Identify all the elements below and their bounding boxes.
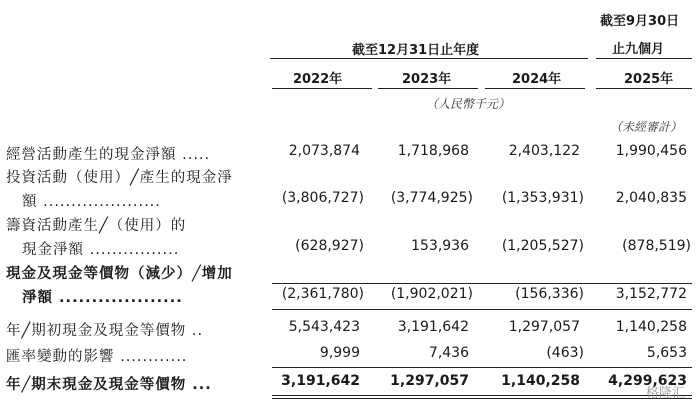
cell-operating-2025: 1,990,456 bbox=[615, 143, 687, 159]
cell-closing-2023: 1,297,057 bbox=[390, 373, 469, 389]
cell-fx-2024: (463) bbox=[546, 345, 584, 361]
cell-opening-2023: 3,191,642 bbox=[397, 319, 469, 335]
cell-closing-2025: 4,299,623 bbox=[608, 373, 687, 389]
total-rule-top bbox=[272, 367, 692, 368]
year-header-2024: 2024年 bbox=[512, 72, 562, 87]
cell-fx-2025: 5,653 bbox=[646, 345, 687, 361]
cell-financing-2025: (878,519) bbox=[622, 238, 691, 254]
row-label-investing-line2: 額 ..................... bbox=[22, 194, 161, 210]
cell-operating-2022: 2,073,874 bbox=[288, 143, 360, 159]
nine-month-header-line1: 截至9月30日 bbox=[600, 14, 680, 29]
year-underline-2023 bbox=[378, 88, 478, 89]
fy-group-underline bbox=[270, 58, 588, 59]
year-underline-2024 bbox=[485, 88, 585, 89]
row-label-net-change-line2: 淨額 ................... bbox=[22, 290, 183, 306]
row-label-opening-cash: 年╱期初現金及現金等價物 .. bbox=[6, 323, 204, 339]
cell-net-change-2024: (156,336) bbox=[515, 286, 584, 302]
year-header-2023: 2023年 bbox=[402, 72, 452, 87]
cell-operating-2024: 2,403,122 bbox=[508, 143, 580, 159]
audit-note: （未經審計） bbox=[610, 120, 683, 134]
cell-fx-2023: 7,436 bbox=[428, 345, 469, 361]
cell-investing-2022: (3,806,727) bbox=[281, 190, 364, 206]
cell-financing-2022: (628,927) bbox=[295, 238, 364, 254]
nine-month-header-line2: 止九個月 bbox=[612, 42, 665, 57]
row-label-net-change-line1: 現金及現金等價物（減少）╱增加 bbox=[6, 266, 233, 282]
year-underline-2025 bbox=[596, 88, 692, 89]
cell-opening-2025: 1,140,258 bbox=[615, 319, 687, 335]
cell-investing-2023: (3,774,925) bbox=[390, 190, 473, 206]
row-label-investing-line1: 投資活動（使用）╱產生的現金淨 bbox=[6, 170, 233, 186]
cell-financing-2023: 153,936 bbox=[411, 238, 469, 254]
cell-financing-2024: (1,205,527) bbox=[501, 238, 584, 254]
year-underline-2022 bbox=[272, 88, 372, 89]
fy-group-header: 截至12月31日止年度 bbox=[352, 43, 480, 58]
row-label-operating: 經營活動產生的現金淨額 ..... bbox=[6, 147, 211, 163]
row-label-fx-effect: 匯率變動的影響 ............ bbox=[6, 349, 188, 365]
row-label-financing-line1: 籌資活動產生╱（使用）的 bbox=[6, 218, 187, 234]
cell-closing-2024: 1,140,258 bbox=[501, 373, 580, 389]
cell-opening-2022: 5,543,423 bbox=[288, 319, 360, 335]
cell-investing-2025: 2,040,835 bbox=[615, 190, 687, 206]
nine-month-underline bbox=[596, 58, 692, 59]
cell-closing-2022: 3,191,642 bbox=[281, 373, 360, 389]
cell-net-change-2022: (2,361,780) bbox=[281, 286, 364, 302]
cell-opening-2024: 1,297,057 bbox=[508, 319, 580, 335]
currency-note: （人民幣千元） bbox=[426, 97, 511, 111]
subtotal-rule-bottom bbox=[272, 309, 692, 310]
cell-net-change-2023: (1,902,021) bbox=[390, 286, 473, 302]
row-label-financing-line2: 現金淨額 ................ bbox=[22, 242, 180, 258]
total-double-rule bbox=[272, 395, 692, 399]
cell-fx-2022: 9,999 bbox=[319, 345, 360, 361]
year-header-2022: 2022年 bbox=[293, 72, 343, 87]
year-header-2025: 2025年 bbox=[624, 72, 674, 87]
cell-operating-2023: 1,718,968 bbox=[397, 143, 469, 159]
cell-net-change-2025: 3,152,772 bbox=[615, 286, 687, 302]
cell-investing-2024: (1,353,931) bbox=[501, 190, 584, 206]
subtotal-rule-top bbox=[272, 283, 692, 284]
row-label-closing-cash: 年╱期末現金及現金等價物 ... bbox=[6, 377, 212, 393]
watermark-logo: 格隆汇 bbox=[646, 386, 686, 401]
